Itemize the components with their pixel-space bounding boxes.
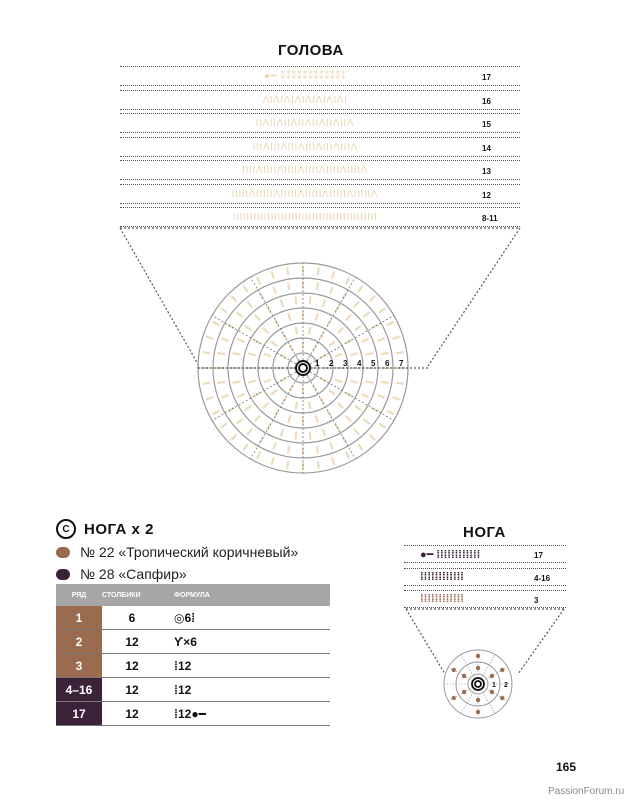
head-stitch-mark — [380, 424, 385, 428]
head-stitch-mark — [232, 435, 236, 439]
head-row-divider — [120, 184, 520, 185]
row-number: 3 — [56, 654, 102, 678]
head-row-divider — [120, 203, 520, 204]
page-number: 165 — [556, 760, 577, 774]
head-stitch-mark — [272, 458, 274, 464]
head-stitch-mark — [310, 297, 311, 303]
head-row-divider — [120, 160, 520, 161]
head-stitch-mark — [364, 419, 369, 423]
leg-circle-diagram — [400, 606, 570, 726]
table-row — [56, 630, 330, 654]
head-ring-number: 3 — [343, 359, 348, 368]
head-stitch-mark — [336, 354, 342, 356]
head-stitch-mark — [380, 309, 385, 313]
leg-magic-ring-icon — [475, 681, 481, 687]
leg-rings — [444, 650, 512, 718]
head-stitch-mark — [248, 302, 252, 307]
head-stitch-mark — [257, 278, 260, 283]
head-stitch-mark — [213, 411, 218, 414]
head-stitch-mark — [255, 416, 259, 420]
leg-row-divider — [404, 585, 566, 586]
head-stitch-mark — [237, 313, 242, 317]
head-stitch-mark — [332, 272, 334, 278]
head-stitch-mark — [310, 433, 311, 439]
yarn-item — [56, 544, 298, 560]
head-stitch-mark — [346, 315, 350, 319]
leg-ring-number: 2 — [504, 682, 508, 689]
stitch-count: 12 — [102, 654, 162, 678]
magic-ring-icon — [299, 364, 307, 372]
head-stitch-mark — [207, 397, 213, 399]
leg-pattern-table — [56, 584, 330, 726]
head-stitch-mark — [238, 339, 243, 341]
leg-row-divider — [404, 568, 566, 569]
head-stitch-mark — [287, 462, 288, 468]
head-stitch-mark — [287, 268, 288, 274]
table-row — [56, 606, 330, 630]
formula: ◎6⁞ — [162, 606, 330, 630]
head-stitch-mark — [316, 416, 318, 422]
head-stitch-mark — [388, 322, 393, 325]
head-stitch-mark — [309, 328, 310, 334]
head-rings — [198, 263, 428, 473]
head-ring-number: 5 — [371, 359, 376, 368]
row-number: 17 — [56, 702, 102, 726]
head-stitch-mark — [309, 402, 310, 408]
head-stitch-mark — [249, 354, 255, 356]
head-stitch-mark — [288, 447, 289, 453]
leg-row-label: 17 — [534, 551, 543, 560]
head-stitch-mark — [354, 429, 358, 434]
head-stitch-mark — [364, 313, 369, 317]
head-stitch-mark — [246, 326, 251, 330]
head-stitch-mark — [351, 354, 357, 356]
head-stitch-mark — [359, 445, 363, 450]
head-stitch-mark — [221, 424, 226, 428]
head-row-stitches: ⅠⅠⅠⅠⅠⅠⅠⅠⅠⅠⅠⅠⅠⅠⅠⅠⅠⅠⅠⅠⅠⅠⅠⅠⅠⅠⅠⅠⅠⅠⅠⅠⅠⅠⅠⅠⅠⅠⅠⅠⅠⅠ — [232, 212, 378, 223]
head-ring-number: 2 — [329, 359, 334, 368]
header-formula: ФОРМУЛА — [162, 584, 330, 606]
head-stitch-mark — [296, 433, 297, 439]
head-stitch-mark — [393, 397, 399, 399]
head-row-divider — [120, 113, 520, 114]
head-ring-number: 1 — [315, 359, 320, 368]
head-stitch-mark — [330, 342, 335, 346]
head-stitch-mark — [203, 352, 209, 353]
header-stitches: СТОЛБИКИ — [102, 584, 162, 606]
head-stitch-mark — [388, 411, 393, 414]
head-stitch-mark — [317, 283, 318, 289]
head-stitch-mark — [272, 342, 277, 346]
head-stitch-mark — [274, 443, 276, 449]
yarn-label: № 28 «Сапфир» — [80, 566, 187, 582]
head-stitch-mark — [323, 430, 325, 436]
head-row-divider — [120, 207, 520, 208]
head-row-label: 14 — [482, 143, 491, 153]
head-stitch-mark — [378, 339, 384, 341]
head-stitch-mark — [367, 353, 373, 354]
head-row-stitches: ●━ ⁑⁑⁑⁑⁑⁑⁑⁑⁑⁑⁑⁑ — [264, 71, 347, 82]
head-stitch-mark — [330, 390, 335, 394]
head-stitch-mark — [222, 339, 228, 341]
yarn-swatch-dark — [56, 569, 70, 580]
head-stitch-mark — [232, 297, 236, 301]
head-stitch-mark — [356, 326, 361, 330]
head-row-stitches: ΛⅠΛⅠΛⅠΛⅠΛⅠΛⅠΛⅠΛⅠ — [262, 94, 348, 106]
head-stitch-mark — [317, 447, 318, 453]
leg-ring-number: 1 — [492, 682, 496, 689]
formula: ⁞12 — [162, 654, 330, 678]
header-row: РЯД — [56, 584, 102, 606]
formula: ⁞12 — [162, 678, 330, 702]
head-row-stitches: ⅠⅠΛⅠⅠΛⅠⅠΛⅠⅠΛⅠⅠΛⅠⅠΛⅠⅠΛ — [255, 118, 355, 129]
head-stitch-mark — [338, 328, 342, 332]
head-stitch-mark — [318, 462, 319, 468]
funnel-right-line — [428, 228, 520, 366]
leg-funnel-right — [518, 609, 564, 674]
head-stitch-mark — [234, 353, 240, 354]
stitch-count: 12 — [102, 630, 162, 654]
head-stitch-mark — [296, 297, 297, 303]
head-stitch-mark — [296, 402, 297, 408]
yarn-swatch-brown — [56, 547, 70, 558]
head-stitch-mark — [222, 395, 228, 397]
head-stitch-mark — [289, 416, 291, 422]
section-c-icon: C — [56, 519, 76, 539]
head-stitch-mark — [221, 309, 226, 313]
head-stitch-mark — [238, 394, 243, 396]
leg-row-label: 4-16 — [534, 573, 551, 583]
head-row-label: 8-11 — [482, 214, 498, 223]
head-stitch-mark — [370, 435, 374, 439]
head-stitch-mark — [263, 328, 267, 332]
head-stitch-mark — [332, 458, 334, 464]
head-stitch-mark — [207, 337, 213, 339]
head-row-label: 16 — [482, 96, 491, 106]
head-stitch-mark — [257, 453, 260, 458]
head-stitch-mark — [330, 443, 332, 449]
head-row-divider — [120, 179, 520, 180]
head-stitch-mark — [237, 419, 242, 423]
head-row-divider — [120, 109, 520, 110]
row-number: 4–16 — [56, 678, 102, 702]
leg-row-stitches: ⁞⁞⁞⁞⁞⁞⁞⁞⁞⁞⁞⁞ — [420, 593, 464, 605]
stitch-count: 6 — [102, 606, 162, 630]
head-stitch-mark — [323, 300, 325, 306]
head-ring-number: 7 — [399, 359, 404, 368]
head-stitch-mark — [382, 382, 388, 383]
head-stitch-mark — [248, 429, 252, 434]
table-row — [56, 702, 330, 726]
head-stitch-mark — [346, 416, 350, 420]
head-row-divider — [120, 90, 520, 91]
formula: ϒ×6 — [162, 630, 330, 654]
leg-row-stitches: ⁞⁞⁞⁞⁞⁞⁞⁞⁞⁞⁞⁞ — [420, 570, 464, 583]
head-stitch-mark — [354, 302, 358, 307]
head-stitch-mark — [264, 354, 270, 356]
head-stitch-mark — [288, 283, 289, 289]
head-stitch-mark — [346, 278, 349, 283]
head-stitch-mark — [281, 430, 283, 436]
head-row-divider — [120, 156, 520, 157]
funnel-left-line — [120, 228, 199, 366]
head-stitch-mark — [316, 314, 318, 320]
row-number: 1 — [56, 606, 102, 630]
head-row-stitches: ⅠⅠⅠΛⅠⅠⅠΛⅠⅠⅠΛⅠⅠⅠΛⅠⅠⅠΛⅠⅠⅠΛ — [252, 141, 358, 153]
head-stitch-mark — [218, 382, 224, 383]
head-stitch-mark — [397, 383, 403, 384]
head-stitch-mark — [234, 382, 240, 383]
head-stitch-mark — [203, 383, 209, 384]
head-stitch-mark — [362, 394, 367, 396]
row-number: 2 — [56, 630, 102, 654]
head-stitch-mark — [378, 395, 384, 397]
head-row-divider — [120, 132, 520, 133]
head-stitch-mark — [367, 382, 373, 383]
head-row-stitches: ⅠⅠⅠⅠⅠΛⅠⅠⅠⅠⅠΛⅠⅠⅠⅠⅠΛⅠⅠⅠⅠⅠΛⅠⅠⅠⅠⅠΛⅠⅠⅠⅠⅠΛ — [231, 188, 379, 200]
head-stitch-mark — [346, 453, 349, 458]
table-row — [56, 654, 330, 678]
head-stitch-mark — [362, 339, 367, 341]
head-stitch-mark — [289, 314, 291, 320]
leg-row-stitches: ●━ ⁞⁞⁞⁞⁞⁞⁞⁞⁞⁞⁞⁞ — [420, 549, 481, 561]
head-stitch-mark — [263, 403, 267, 407]
head-row-label: 15 — [482, 120, 491, 129]
head-stitch-mark — [255, 315, 259, 319]
head-row-label: 13 — [482, 167, 491, 176]
head-row-divider — [120, 137, 520, 138]
leg-diagram-title: НОГА — [463, 524, 506, 541]
table-header-row — [56, 584, 330, 606]
head-stitch-mark — [382, 353, 388, 354]
head-stitch-mark — [393, 337, 399, 339]
head-stitch-mark — [359, 286, 363, 291]
head-stitch-mark — [249, 381, 255, 383]
head-stitch-mark — [246, 406, 251, 410]
head-stitch-mark — [213, 322, 218, 325]
leg-row-divider — [404, 562, 566, 563]
head-stitch-mark — [330, 287, 332, 293]
head-ring-number: 4 — [357, 359, 362, 368]
head-stitch-mark — [218, 353, 224, 354]
head-row-stitches: ⅠⅠⅠⅠΛⅠⅠⅠⅠΛⅠⅠⅠⅠΛⅠⅠⅠⅠΛⅠⅠⅠⅠΛⅠⅠⅠⅠΛ — [242, 165, 368, 176]
head-ring-number: 6 — [385, 359, 390, 368]
head-stitch-mark — [272, 272, 274, 278]
head-row-label: 17 — [482, 73, 491, 82]
stitch-count: 12 — [102, 678, 162, 702]
head-stitch-mark — [244, 445, 248, 450]
head-stitch-mark — [281, 300, 283, 306]
head-stitch-mark — [356, 406, 361, 410]
yarn-item — [56, 566, 298, 582]
leg-section-title: НОГА х 2 — [84, 520, 154, 538]
head-row-label: 12 — [482, 190, 491, 200]
table-row — [56, 678, 330, 702]
head-stitch-mark — [338, 403, 342, 407]
leg-row-divider — [404, 590, 566, 591]
head-stitch-mark — [397, 352, 403, 353]
yarn-label: № 22 «Тропический коричневый» — [80, 544, 299, 560]
formula: ⁞12●━ — [162, 702, 330, 726]
head-stitch-mark — [264, 380, 270, 382]
head-row-divider — [120, 66, 520, 67]
head-circle-diagram — [110, 224, 530, 494]
yarn-list — [56, 544, 298, 582]
leg-heading — [56, 519, 154, 539]
head-stitch-mark — [272, 390, 277, 394]
head-stitch-mark — [274, 287, 276, 293]
head-stitch-mark — [351, 381, 357, 383]
leg-row-label: 3 — [534, 596, 539, 605]
head-stitch-mark — [370, 297, 374, 301]
watermark: PassionForum.ru — [548, 786, 625, 797]
head-title: ГОЛОВА — [278, 42, 344, 59]
head-stitch-mark — [336, 380, 342, 382]
head-stitch-mark — [244, 286, 248, 291]
leg-row-divider — [404, 545, 566, 546]
head-stitch-mark — [318, 268, 319, 274]
head-stitch-mark — [296, 328, 297, 334]
head-row-divider — [120, 85, 520, 86]
stitch-count: 12 — [102, 702, 162, 726]
leg-funnel-left — [406, 609, 445, 674]
